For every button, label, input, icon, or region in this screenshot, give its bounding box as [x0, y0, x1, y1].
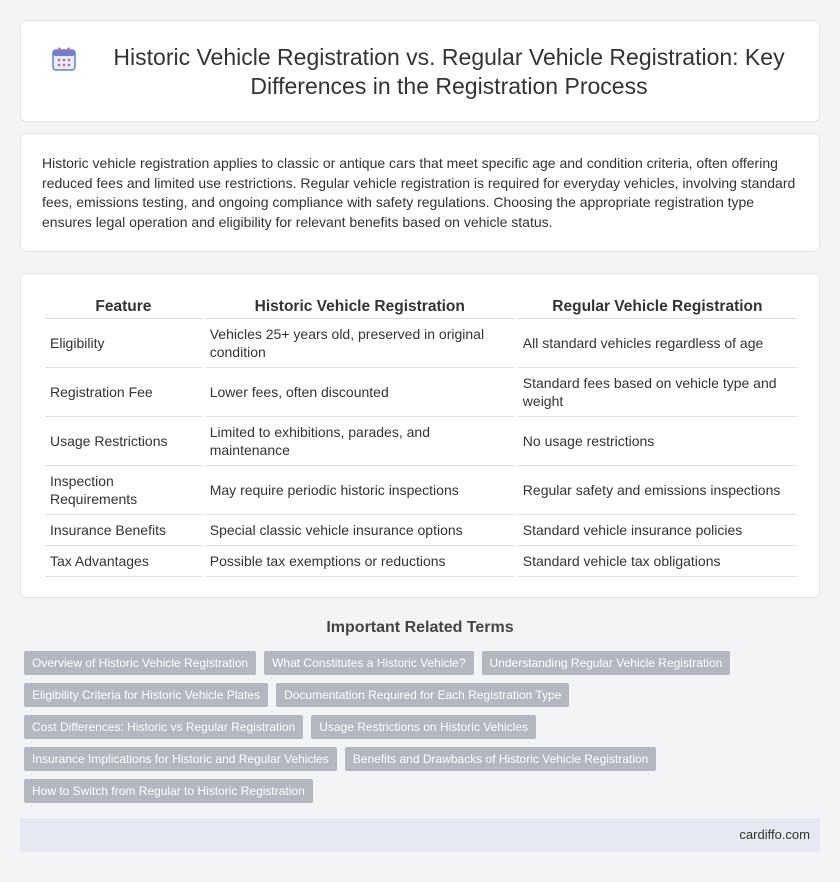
related-term-tag[interactable]: Eligibility Criteria for Historic Vehicle Plates — [24, 683, 268, 707]
related-term-tag[interactable]: Documentation Required for Each Registration Type — [276, 683, 569, 707]
historic-cell: Limited to exhibitions, parades, and maintenance — [205, 417, 515, 466]
comparison-table — [42, 296, 800, 577]
related-term-tag[interactable]: Cost Differences: Historic vs Regular Registration — [24, 715, 303, 739]
table-row — [45, 368, 797, 417]
header-historic: Historic Vehicle Registration — [205, 296, 515, 319]
related-term-tag[interactable]: How to Switch from Regular to Historic Registration — [24, 779, 313, 803]
historic-cell: May require periodic historic inspections — [205, 466, 515, 515]
footer-site-link[interactable]: cardiffo.com — [739, 827, 810, 842]
historic-cell: Special classic vehicle insurance options — [205, 515, 515, 546]
header-feature: Feature — [45, 296, 202, 319]
related-term-tag[interactable]: What Constitutes a Historic Vehicle? — [264, 651, 473, 675]
feature-cell: Usage Restrictions — [45, 417, 202, 466]
regular-cell: All standard vehicles regardless of age — [518, 319, 797, 368]
feature-cell: Registration Fee — [45, 368, 202, 417]
feature-cell: Eligibility — [45, 319, 202, 368]
regular-cell: Regular safety and emissions inspections — [518, 466, 797, 515]
comparison-table-card — [20, 273, 820, 598]
feature-cell: Tax Advantages — [45, 546, 202, 577]
historic-cell: Lower fees, often discounted — [205, 368, 515, 417]
intro-card — [20, 133, 820, 252]
table-row — [45, 515, 797, 546]
table-row — [45, 466, 797, 515]
intro-paragraph: Historic vehicle registration applies to classic or antique cars that meet specific age and condition criteria, often offering reduced fees and limited use restrictions. Regular vehicle registration is required for everyday vehicles, involving standard fees, emissions testing, and ongoing compliance with safety regulations. Choosing the appropriate registration type ensures legal operation and eligibility for relevant benefits based on vehicle status. — [42, 155, 796, 230]
historic-cell: Vehicles 25+ years old, preserved in original condition — [205, 319, 515, 368]
calendar-icon — [51, 46, 77, 72]
related-term-tag[interactable]: Usage Restrictions on Historic Vehicles — [311, 715, 536, 739]
regular-cell: Standard vehicle insurance policies — [518, 515, 797, 546]
page-title: Historic Vehicle Registration vs. Regular Vehicle Registration: Key Differences in the Registration Process — [113, 44, 785, 99]
header-regular: Regular Vehicle Registration — [518, 296, 797, 319]
historic-cell: Possible tax exemptions or reductions — [205, 546, 515, 577]
related-term-tag[interactable]: Insurance Implications for Historic and Regular Vehicles — [24, 747, 337, 771]
table-row — [45, 546, 797, 577]
footer — [20, 818, 820, 852]
table-row — [45, 319, 797, 368]
title-wrap — [51, 43, 799, 101]
header-card — [20, 20, 820, 122]
related-term-tag[interactable]: Benefits and Drawbacks of Historic Vehicle Registration — [345, 747, 656, 771]
related-terms-title: Important Related Terms — [326, 619, 514, 636]
related-term-tag[interactable]: Understanding Regular Vehicle Registration — [482, 651, 731, 675]
regular-cell: No usage restrictions — [518, 417, 797, 466]
related-terms-list — [24, 651, 824, 803]
table-header-row — [45, 296, 797, 319]
table-row — [45, 417, 797, 466]
regular-cell: Standard vehicle tax obligations — [518, 546, 797, 577]
related-term-tag[interactable]: Overview of Historic Vehicle Registration — [24, 651, 256, 675]
feature-cell: Inspection Requirements — [45, 466, 202, 515]
regular-cell: Standard fees based on vehicle type and weight — [518, 368, 797, 417]
feature-cell: Insurance Benefits — [45, 515, 202, 546]
